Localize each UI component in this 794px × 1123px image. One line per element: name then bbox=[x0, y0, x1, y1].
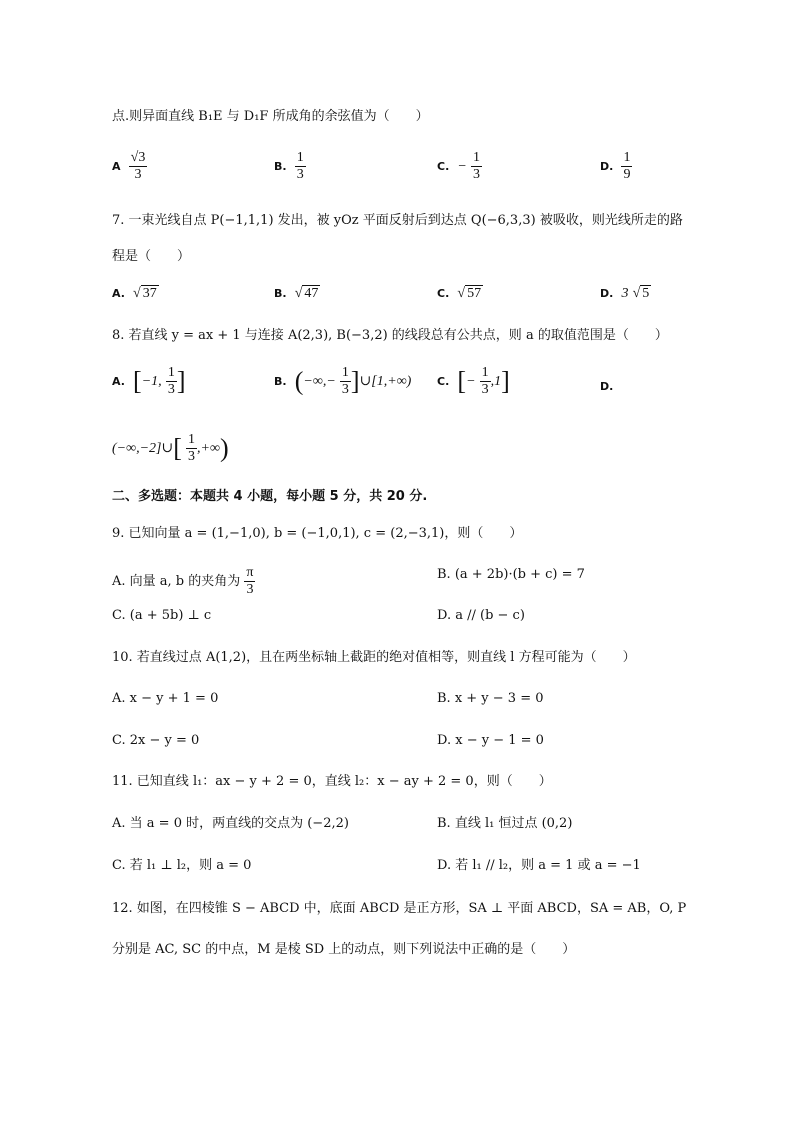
option-label: C. bbox=[437, 287, 450, 300]
left-bracket: [ bbox=[133, 366, 142, 396]
option-label: B. bbox=[274, 375, 287, 388]
numerator: 1 bbox=[188, 432, 196, 447]
option-label: C. bbox=[437, 160, 450, 173]
option-label: D. bbox=[600, 380, 614, 393]
interval-left: (−∞,−2]∪ bbox=[112, 441, 174, 456]
q11-stem: 11. 已知直线 l₁：ax − y + 2 = 0，直线 l₂：x − ay + 2 = 0，则（ ） bbox=[112, 774, 552, 789]
fraction bbox=[166, 365, 177, 398]
right-paren: ) bbox=[219, 433, 229, 463]
denominator: 3 bbox=[296, 167, 304, 182]
denominator: 3 bbox=[188, 449, 196, 464]
q8-option-d[interactable] bbox=[600, 377, 617, 397]
option-label: D. bbox=[600, 160, 614, 173]
option-label: C. bbox=[437, 375, 450, 388]
q10-option-a[interactable]: A. x − y + 1 = 0 bbox=[112, 691, 219, 706]
q12-stem-line2: 分别是 AC, SC 的中点，M 是棱 SD 上的动点，则下列说法中正确的是（ ） bbox=[112, 942, 576, 957]
q8-option-d-value bbox=[112, 432, 229, 465]
q9-stem: 9. 已知向量 a = (1,−1,0), b = (−1,0,1), c = (2,−3,1)，则（ ） bbox=[112, 526, 523, 541]
numerator: 1 bbox=[167, 365, 175, 380]
q9-option-d[interactable]: D. a // (b − c) bbox=[437, 608, 525, 623]
q12-stem-line1: 12. 如图，在四棱锥 S − ABCD 中，底面 ABCD 是正方形，SA ⊥ 平面 ABCD，SA = AB，O, P bbox=[112, 901, 687, 916]
q10-option-c[interactable]: C. 2x − y = 0 bbox=[112, 733, 200, 748]
left-bracket: [ bbox=[457, 366, 467, 396]
q11-option-b[interactable]: B. 直线 l₁ 恒过点 (0,2) bbox=[437, 816, 573, 831]
option-label: D. bbox=[600, 287, 614, 300]
q8-option-a[interactable] bbox=[112, 365, 185, 398]
option-label: A bbox=[112, 160, 121, 173]
denominator: 3 bbox=[134, 167, 142, 182]
right-bracket: ] bbox=[350, 366, 360, 396]
fraction bbox=[244, 565, 255, 598]
interval-left: −1, bbox=[141, 374, 162, 389]
q9-option-a[interactable] bbox=[112, 565, 255, 598]
radicand: 37 bbox=[142, 286, 157, 301]
q9-option-b[interactable]: B. (a + 2b)·(b + c) = 7 bbox=[437, 567, 585, 582]
numerator: 1 bbox=[296, 150, 304, 165]
q11-option-d[interactable]: D. 若 l₁ // l₂，则 a = 1 或 a = −1 bbox=[437, 858, 641, 873]
fraction bbox=[471, 150, 482, 183]
denominator: 3 bbox=[246, 582, 254, 597]
q6-stem-tail: 点.则异面直线 B₁E 与 D₁F 所成角的余弦值为（ ） bbox=[112, 109, 429, 124]
square-root: √ 47 bbox=[294, 286, 319, 301]
radicand: 5 bbox=[642, 286, 650, 301]
q10-option-b[interactable]: B. x + y − 3 = 0 bbox=[437, 691, 544, 706]
denominator: 3 bbox=[341, 382, 349, 397]
q7-stem-line1: 7. 一束光线自点 P(−1,1,1) 发出，被 yOz 平面反射后到达点 Q(−6,3,3) 被吸收，则光线所走的路 bbox=[112, 213, 683, 228]
interval-left: −∞,− bbox=[303, 374, 336, 389]
q6-option-b[interactable] bbox=[274, 150, 306, 183]
numerator: 1 bbox=[341, 365, 349, 380]
q7-option-b[interactable] bbox=[274, 284, 320, 304]
q8-stem: 8. 若直线 y = ax + 1 与连接 A(2,3), B(−3,2) 的线段总有公共点，则 a 的取值范围是（ ） bbox=[112, 328, 668, 343]
fraction bbox=[295, 150, 306, 183]
square-root: √ 57 bbox=[457, 286, 482, 301]
option-label: A. bbox=[112, 375, 125, 388]
interval-right: ∪[1,+∞) bbox=[359, 374, 412, 389]
denominator: 9 bbox=[623, 167, 631, 182]
q7-option-c[interactable] bbox=[437, 284, 483, 304]
numerator: √3 bbox=[130, 150, 146, 165]
interval-left: − bbox=[466, 374, 476, 389]
right-bracket: ] bbox=[176, 366, 186, 396]
radicand: 57 bbox=[467, 286, 482, 301]
q10-option-d[interactable]: D. x − y − 1 = 0 bbox=[437, 733, 544, 748]
numerator: 1 bbox=[473, 150, 480, 165]
q7-option-d[interactable] bbox=[600, 284, 651, 304]
q9-option-c[interactable]: C. (a + 5b) ⊥ c bbox=[112, 608, 212, 623]
q10-stem: 10. 若直线过点 A(1,2)，且在两坐标轴上截距的绝对值相等，则直线 l 方程可能为（ ） bbox=[112, 650, 636, 665]
fraction bbox=[621, 150, 632, 183]
left-bracket: [ bbox=[173, 433, 182, 463]
fraction bbox=[186, 432, 197, 465]
q11-option-c[interactable]: C. 若 l₁ ⊥ l₂，则 a = 0 bbox=[112, 858, 252, 873]
denominator: 3 bbox=[473, 167, 480, 182]
left-paren: ( bbox=[294, 366, 304, 396]
square-root: √ 5 bbox=[632, 286, 650, 301]
numerator: 1 bbox=[623, 150, 631, 165]
q6-option-a[interactable] bbox=[112, 150, 147, 183]
numerator: 1 bbox=[481, 365, 489, 380]
q11-option-a[interactable]: A. 当 a = 0 时，两直线的交点为 (−2,2) bbox=[112, 816, 349, 831]
option-label: B. bbox=[274, 160, 287, 173]
denominator: 3 bbox=[167, 382, 175, 397]
q6-option-c[interactable] bbox=[437, 150, 482, 183]
interval-right: ,+∞ bbox=[197, 441, 220, 456]
square-root: √ 37 bbox=[133, 286, 157, 301]
interval-right: ,1 bbox=[490, 374, 502, 389]
option-label: B. bbox=[274, 287, 287, 300]
q7-option-a[interactable] bbox=[112, 284, 159, 304]
q8-option-b[interactable] bbox=[274, 365, 411, 398]
fraction bbox=[340, 365, 351, 398]
fraction bbox=[129, 150, 148, 183]
fraction bbox=[480, 365, 491, 398]
radicand: 47 bbox=[304, 286, 319, 301]
q6-option-d[interactable] bbox=[600, 150, 632, 183]
section-heading-multiple-choice: 二、多选题：本题共 4 小题，每小题 5 分，共 20 分. bbox=[112, 489, 428, 504]
right-bracket: ] bbox=[501, 366, 510, 396]
numerator: π bbox=[246, 565, 254, 580]
coefficient: 3 bbox=[621, 286, 629, 301]
q8-option-c[interactable] bbox=[437, 365, 510, 398]
option-text: A. 向量 a, b 的夹角为 bbox=[112, 574, 241, 589]
q7-stem-line2: 程是（ ） bbox=[112, 249, 191, 264]
option-label: A. bbox=[112, 287, 125, 300]
minus-sign: − bbox=[457, 159, 467, 174]
denominator: 3 bbox=[481, 382, 489, 397]
